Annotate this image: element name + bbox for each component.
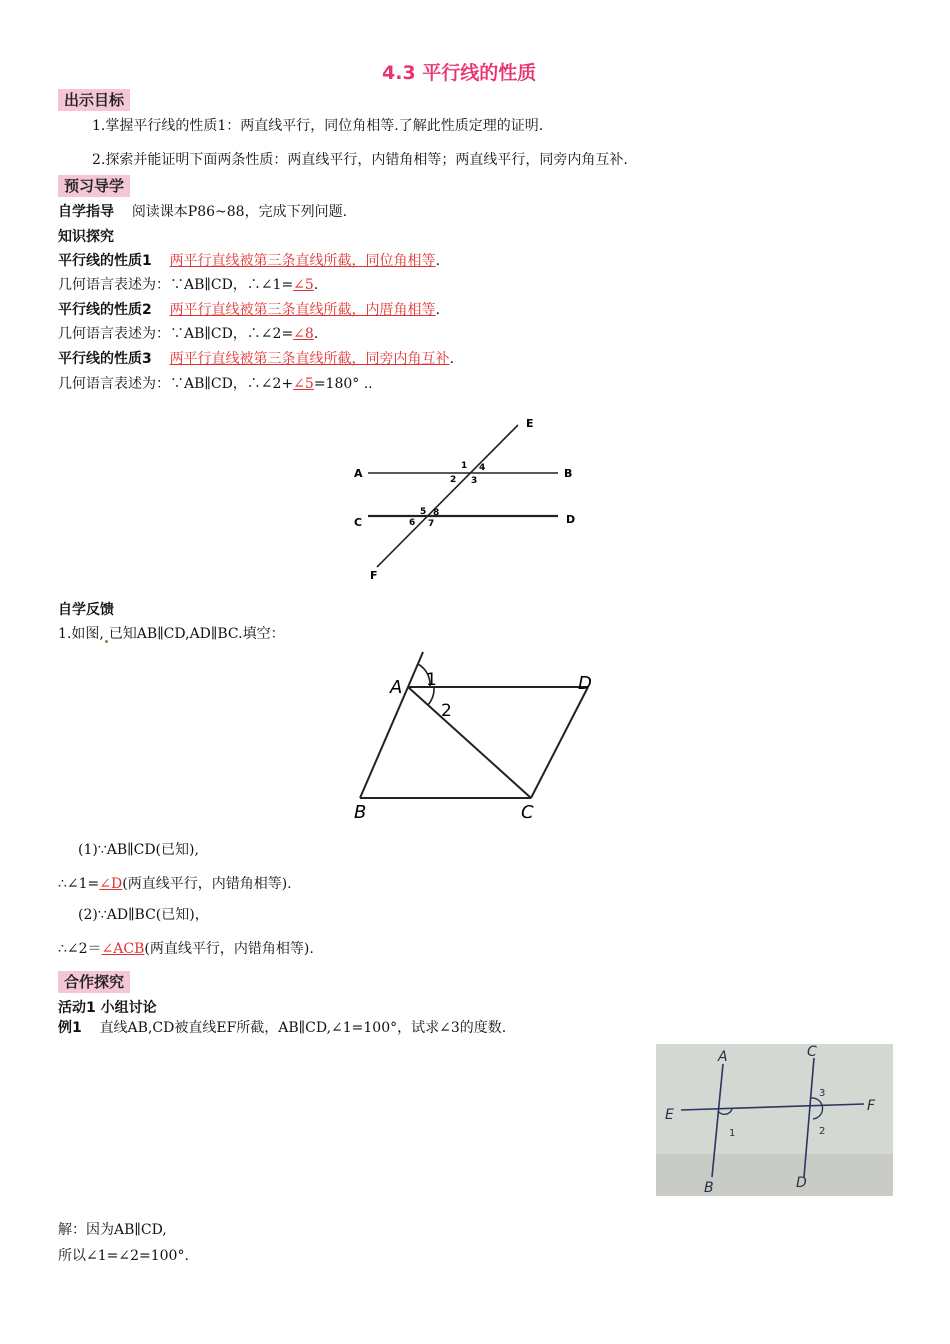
label-c: C <box>807 1044 817 1060</box>
page-title: 4.3 平行线的性质 <box>382 62 537 84</box>
conclusion-prefix: ∴∠1= <box>58 876 100 892</box>
period: . <box>313 277 319 293</box>
step-2-conclusion <box>58 940 314 958</box>
angle-2: 2 <box>450 475 457 485</box>
photo-shadow <box>656 1154 893 1196</box>
angle-1: 1 <box>461 461 468 471</box>
figure-parallel-lines <box>340 410 600 585</box>
geo-answer: ∠8 <box>293 326 314 342</box>
angle-1: 1 <box>426 670 437 690</box>
period: . <box>313 326 319 342</box>
property-2 <box>58 301 440 319</box>
diagonal-ac <box>408 687 531 798</box>
answer-angle-acb: ∠ACB <box>101 941 145 957</box>
property-3-label: 平行线的性质3 <box>58 351 152 367</box>
step-2: (2)∵AD∥BC(已知)， <box>78 907 209 923</box>
property-2-geo <box>58 325 318 343</box>
geo-prefix: 几何语言表述为：∵AB∥CD，∴∠1= <box>58 277 294 293</box>
geo-answer: ∠5 <box>293 376 314 392</box>
property-1-label: 平行线的性质1 <box>58 253 152 269</box>
angle-7: 7 <box>428 519 435 529</box>
guide-label: 自学指导 <box>58 204 114 220</box>
feedback-heading: 自学反馈 <box>58 602 114 618</box>
conclusion-reason: (两直线平行，内错角相等). <box>122 876 292 892</box>
property-1-geo <box>58 276 318 294</box>
question-text: 已知AB∥CD,AD∥BC.填空： <box>108 626 285 642</box>
conclusion-prefix: ∴∠2＝ <box>58 941 102 957</box>
label-f: F <box>867 1098 876 1114</box>
answer-angle-d: ∠D <box>99 876 123 892</box>
side-ab <box>360 687 408 798</box>
guide-text: 阅读课本P86~88，完成下列问题. <box>131 204 348 220</box>
section-goals: 出示目标 <box>58 89 130 111</box>
property-2-label: 平行线的性质2 <box>58 302 152 318</box>
label-e: E <box>665 1107 674 1123</box>
line-ef <box>377 425 518 567</box>
label-b: B <box>354 802 367 823</box>
property-1 <box>58 252 440 270</box>
figure-photo-transversal <box>656 1044 893 1196</box>
knowledge-heading: 知识探究 <box>58 229 114 245</box>
label-a: A <box>390 677 403 698</box>
label-a: A <box>354 467 363 480</box>
property-3 <box>58 350 454 368</box>
example-1 <box>58 1019 506 1037</box>
property-1-answer: 两平行直线被第三条直线所截，同位角相等 <box>169 253 436 269</box>
angle-3: 3 <box>819 1088 826 1099</box>
label-d: D <box>796 1175 807 1191</box>
angle-5: 5 <box>420 507 427 517</box>
geo-suffix: =180° <box>313 376 360 392</box>
step-1: (1)∵AB∥CD(已知), <box>78 842 199 858</box>
extension-ba <box>408 652 423 687</box>
label-f: F <box>370 569 378 582</box>
example-label: 例1 <box>58 1020 82 1036</box>
goal-1: 1.掌握平行线的性质1：两直线平行，同位角相等.了解此性质定理的证明. <box>92 118 544 134</box>
angle-8: 8 <box>433 508 440 518</box>
label-a: A <box>718 1049 728 1065</box>
angle-3: 3 <box>471 476 478 486</box>
section-preview: 预习导学 <box>58 175 130 197</box>
period: . <box>449 351 455 367</box>
label-e: E <box>526 417 534 430</box>
geo-prefix: 几何语言表述为：∵AB∥CD，∴∠2+ <box>58 376 294 392</box>
guide-line <box>58 203 347 221</box>
solution-line-2: 所以∠1=∠2=100°. <box>58 1248 189 1264</box>
question-number: 1.如图, <box>58 626 104 642</box>
example-text: 直线AB,CD被直线EF所截，AB∥CD,∠1=100°，试求∠3的度数. <box>99 1020 507 1036</box>
goal-2: 2.探索并能证明下面两条性质：两直线平行，内错角相等；两直线平行，同旁内角互补. <box>92 152 628 168</box>
label-b: B <box>564 467 573 480</box>
solution-line-1: 解：因为AB∥CD, <box>58 1222 167 1238</box>
property-3-answer: 两平行直线被第三条直线所截，同旁内角互补 <box>169 351 450 367</box>
activity-heading: 活动1 小组讨论 <box>58 1000 157 1016</box>
geo-answer: ∠5 <box>293 277 314 293</box>
angle-2: 2 <box>441 701 452 721</box>
angle-2: 2 <box>819 1126 826 1137</box>
section-coop: 合作探究 <box>58 971 130 993</box>
step-1-conclusion <box>58 875 292 893</box>
angle-4: 4 <box>479 463 486 473</box>
property-2-answer: 两平行直线被第三条直线所截，内厝角相等 <box>169 302 436 318</box>
label-b: B <box>704 1180 714 1196</box>
period: . <box>435 253 441 269</box>
figure-parallelogram <box>350 650 610 825</box>
mark-dot <box>105 640 108 643</box>
period: . <box>368 376 373 392</box>
label-d: D <box>566 513 576 526</box>
property-3-geo <box>58 375 373 393</box>
geo-prefix: 几何语言表述为：∵AB∥CD，∴∠2= <box>58 326 294 342</box>
angle-6: 6 <box>409 518 416 528</box>
label-c: C <box>521 802 534 823</box>
label-c: C <box>354 516 363 529</box>
period: . <box>435 302 441 318</box>
label-d: D <box>578 673 592 694</box>
period: . <box>363 376 369 392</box>
conclusion-reason: (两直线平行，内错角相等). <box>144 941 314 957</box>
feedback-question-1 <box>58 625 285 643</box>
angle-1: 1 <box>729 1128 736 1139</box>
side-cd <box>531 687 588 798</box>
